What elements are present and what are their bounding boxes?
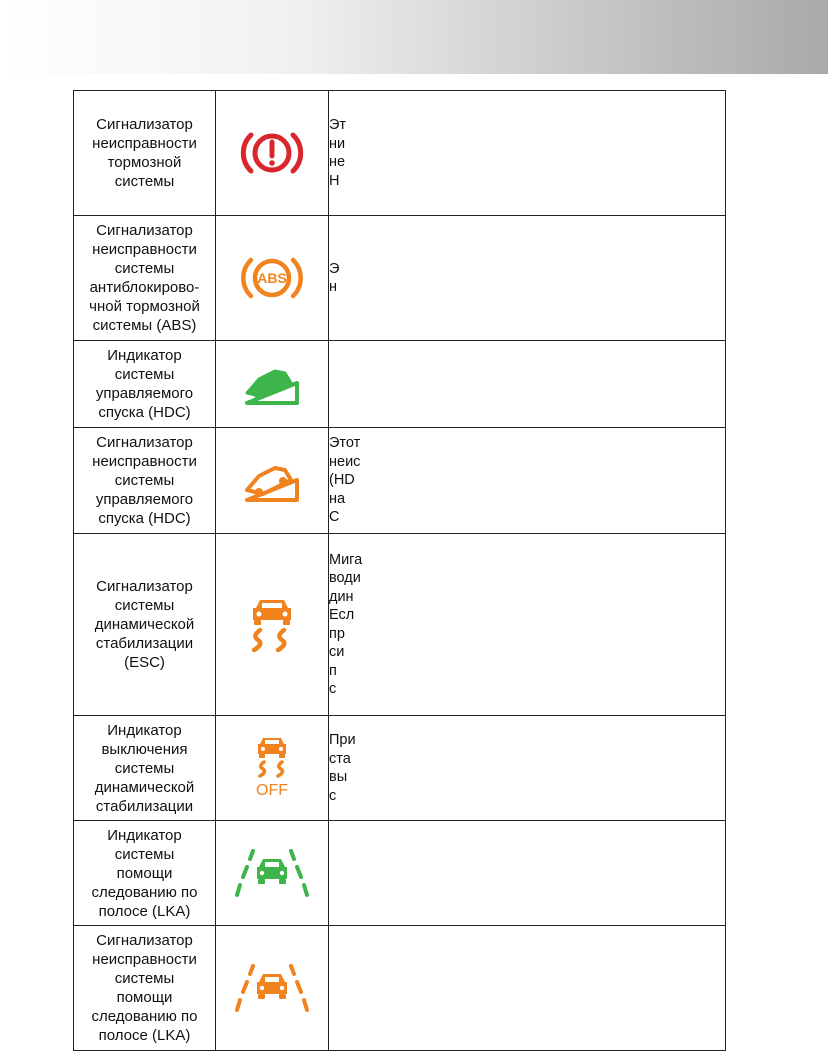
table-row	[74, 216, 726, 341]
stability-control-icon	[244, 596, 300, 654]
indicator-description: Э н	[329, 260, 340, 295]
indicator-table	[73, 90, 726, 1051]
abs-icon-label: ABS	[257, 270, 287, 286]
hill-descent-icon	[239, 359, 305, 409]
table-row	[74, 91, 726, 216]
indicator-name: Индикатор выключения системы динамической стабилизации	[94, 721, 195, 815]
indicator-name: Сигнализатор системы динамической стабилизации (ESC)	[94, 578, 195, 671]
indicator-description: При ста вы с	[329, 732, 356, 804]
abs-warning-icon	[239, 252, 305, 304]
table-row	[74, 821, 726, 926]
indicator-description: Этот неис (HD на С	[329, 435, 361, 526]
indicator-name: Сигнализатор неисправности системы помощи следованию по полосе (LKA)	[91, 932, 198, 1044]
indicator-name: Сигнализатор неисправности тормозной системы	[92, 116, 197, 190]
table-row	[74, 716, 726, 821]
indicator-name: Индикатор системы управляемого спуска (HDC)	[95, 347, 194, 421]
lane-keeping-icon	[235, 847, 309, 899]
table-row	[74, 926, 726, 1051]
hill-descent-icon	[239, 456, 305, 506]
indicator-description: Мига води дин Есл пр си п с	[329, 551, 363, 697]
indicator-name: Сигнализатор неисправности системы антиблокирово- чной тормозной системы (ABS)	[89, 222, 200, 334]
table-row	[74, 428, 726, 534]
lane-keeping-icon	[235, 962, 309, 1014]
stability-control-off-icon	[246, 735, 298, 801]
table-row	[74, 341, 726, 428]
indicator-name: Сигнализатор неисправности системы управляемого спуска (HDC)	[92, 434, 197, 527]
indicator-name: Индикатор системы помощи следованию по полосе (LKA)	[91, 826, 198, 920]
table-row	[74, 534, 726, 716]
off-icon-label: OFF	[256, 782, 288, 799]
indicator-description: Эт ни не Н	[329, 117, 347, 189]
header-band	[0, 0, 828, 74]
brake-warning-icon	[239, 127, 305, 179]
